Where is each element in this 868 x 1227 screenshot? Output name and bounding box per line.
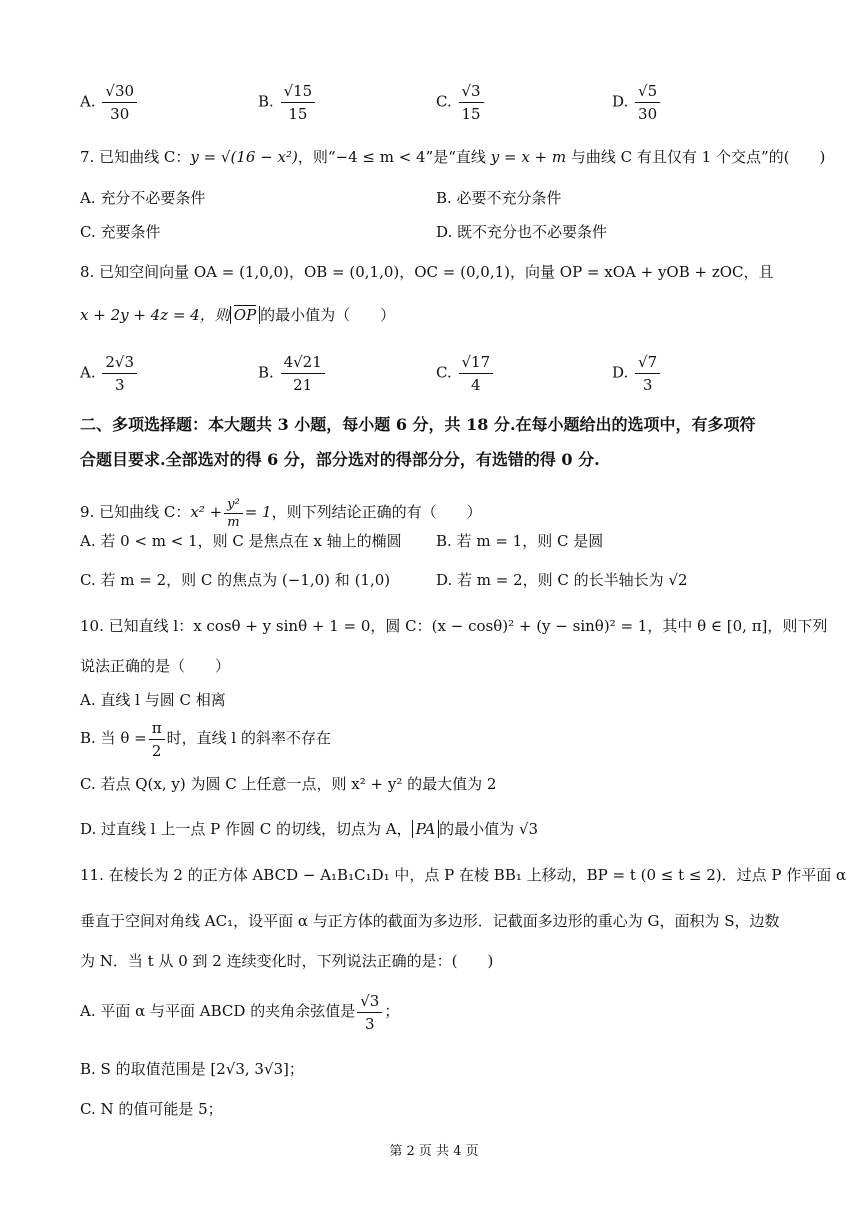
section-2-heading-cont: 合题目要求.全部选对的得 6 分，部分选对的得部分分，有选错的得 0 分. [80,450,600,469]
q9-stem [80,490,482,534]
option-label: A. [80,92,96,111]
denominator: 2 [151,741,162,760]
numerator: 2√3 [102,351,137,374]
q9-option-a: A. 若 0 < m < 1，则 C 是焦点在 x 轴上的椭圆 [80,532,402,550]
q7-option-a: A. 充分不必要条件 [80,189,206,207]
q6-option-c [436,80,486,125]
q7-stem-end: 与曲线 C 有且仅有 1 个交点”的( ) [570,148,826,166]
q11-option-c: C. N 的值可能是 5； [80,1100,223,1118]
q11-line-1: 11. 在棱长为 2 的正方体 ABCD − A₁B₁C₁D₁ 中，点 P 在棱 BB₁ 上移动，BP = t (0 ≤ t ≤ 2)．过点 P 作平面 α [80,866,847,884]
q10-option-b-start: B. 当 θ = [80,729,147,747]
denominator: 21 [293,376,313,394]
q8-option-c [436,351,495,396]
q10-line-2: 说法正确的是（ ） [80,657,231,675]
q6-option-a [80,80,139,125]
fraction [102,351,137,396]
numerator: 4√21 [281,351,325,374]
q9-stem-start: 9. 已知曲线 C： [80,503,191,521]
fraction [149,717,165,762]
numerator: y² [224,496,243,514]
numerator: √17 [459,351,494,374]
q10-option-d-end: 的最小值为 √3 [439,820,539,838]
section-2-heading: 二、多项选择题：本大题共 3 小题，每小题 6 分，共 18 分.在每小题给出的选项中，有多项符 [80,415,756,434]
q7-curve: y = √(16 − x²) [190,148,298,166]
q8-option-b [258,351,327,396]
q8-option-a [80,351,139,396]
fraction [281,351,325,396]
option-label: B. [258,363,274,382]
abs-value: PA [412,820,440,838]
q6-option-d [612,80,662,125]
q11-option-b: B. S 的取值范围是 [2√3, 3√3]； [80,1060,304,1078]
q9-stem-end: ，则下列结论正确的有（ ） [271,503,482,521]
q10-option-a: A. 直线 l 与圆 C 相离 [80,691,226,709]
q10-option-c: C. 若点 Q(x, y) 为圆 C 上任意一点，则 x² + y² 的最大值为 2 [80,775,497,793]
q8-line-1: 8. 已知空间向量 OA = (1,0,0)，OB = (0,1,0)，OC = (0,0,1)，向量 OP = xOA + yOB + zOC，且 [80,263,774,281]
q10-option-b-end: 时，直线 l 的斜率不存在 [166,729,331,747]
q9-eq-b: = 1 [244,503,272,521]
q10-option-d-start: D. 过直线 l 上一点 P 作圆 C 的切线，切点为 A， [80,820,412,838]
option-label: A. [80,363,96,382]
page-number: 第 2 页 共 4 页 [389,1144,479,1159]
q9-option-c: C. 若 m = 2，则 C 的焦点为 (−1,0) 和 (1,0) [80,571,391,589]
q8-line-2 [80,304,395,326]
q7-stem-mid: ，则“−4 ≤ m < 4”是“直线 [297,148,486,166]
fraction [357,990,382,1035]
q11-option-a-start: A. 平面 α 与平面 ABCD 的夹角余弦值是 [80,1002,356,1020]
q7-stem-start: 7. 已知曲线 C： [80,148,191,166]
fraction [635,351,660,396]
q11-line-2: 垂直于空间对角线 AC₁，设平面 α 与正方体的截面为多边形．记截面多边形的重心为 G，面积为 S，边数 [80,912,780,930]
q8-condition: x + 2y + 4z = 4，则 [80,306,230,324]
numerator: √5 [635,80,660,103]
fraction [459,80,484,125]
option-label: C. [436,92,452,111]
q7-option-c: C. 充要条件 [80,223,161,241]
numerator: √7 [635,351,660,374]
q9-option-b: B. 若 m = 1，则 C 是圆 [436,532,604,550]
denominator: 15 [288,105,308,123]
q6-option-b [258,80,317,125]
numerator: π [149,717,165,740]
q7-stem [80,146,825,168]
denominator: 3 [642,376,653,394]
option-label: D. [612,363,629,382]
q11-option-a-end: ； [384,1002,400,1020]
denominator: 4 [471,376,481,394]
fraction [459,351,494,396]
option-label: C. [436,363,452,382]
abs-value [230,306,260,324]
denominator: 15 [461,105,481,123]
vector-op: OP [233,306,257,324]
denominator: m [227,514,240,530]
q8-line-2-end: 的最小值为（ ） [260,306,396,324]
q7-line: y = x + m [490,148,567,166]
fraction [224,496,243,531]
option-label: B. [258,92,274,111]
numerator: √3 [357,990,382,1013]
fraction [281,80,316,125]
denominator: 30 [638,105,658,123]
q9-option-d: D. 若 m = 2，则 C 的长半轴长为 √2 [436,571,688,589]
q10-option-b [80,715,331,762]
option-label: D. [612,92,629,111]
fraction [102,80,137,125]
numerator: √3 [459,80,484,103]
q11-option-a [80,988,399,1035]
q7-option-b: B. 必要不充分条件 [436,189,562,207]
q10-option-d [80,818,538,840]
q9-eq-a: x² + [190,503,223,521]
denominator: 3 [114,376,125,394]
numerator: √15 [281,80,316,103]
numerator: √30 [102,80,137,103]
denominator: 3 [365,1014,375,1033]
q10-line-1: 10. 已知直线 l：x cosθ + y sinθ + 1 = 0，圆 C：(x − cosθ)² + (y − sinθ)² = 1，其中 θ ∈ [0, π]，则下列 [80,617,828,635]
q7-option-d: D. 既不充分也不必要条件 [436,223,608,241]
q8-option-d [612,351,662,396]
denominator: 30 [110,105,130,123]
q11-line-3: 为 N．当 t 从 0 到 2 连续变化时，下列说法正确的是：( ) [80,952,494,970]
fraction [635,80,660,125]
